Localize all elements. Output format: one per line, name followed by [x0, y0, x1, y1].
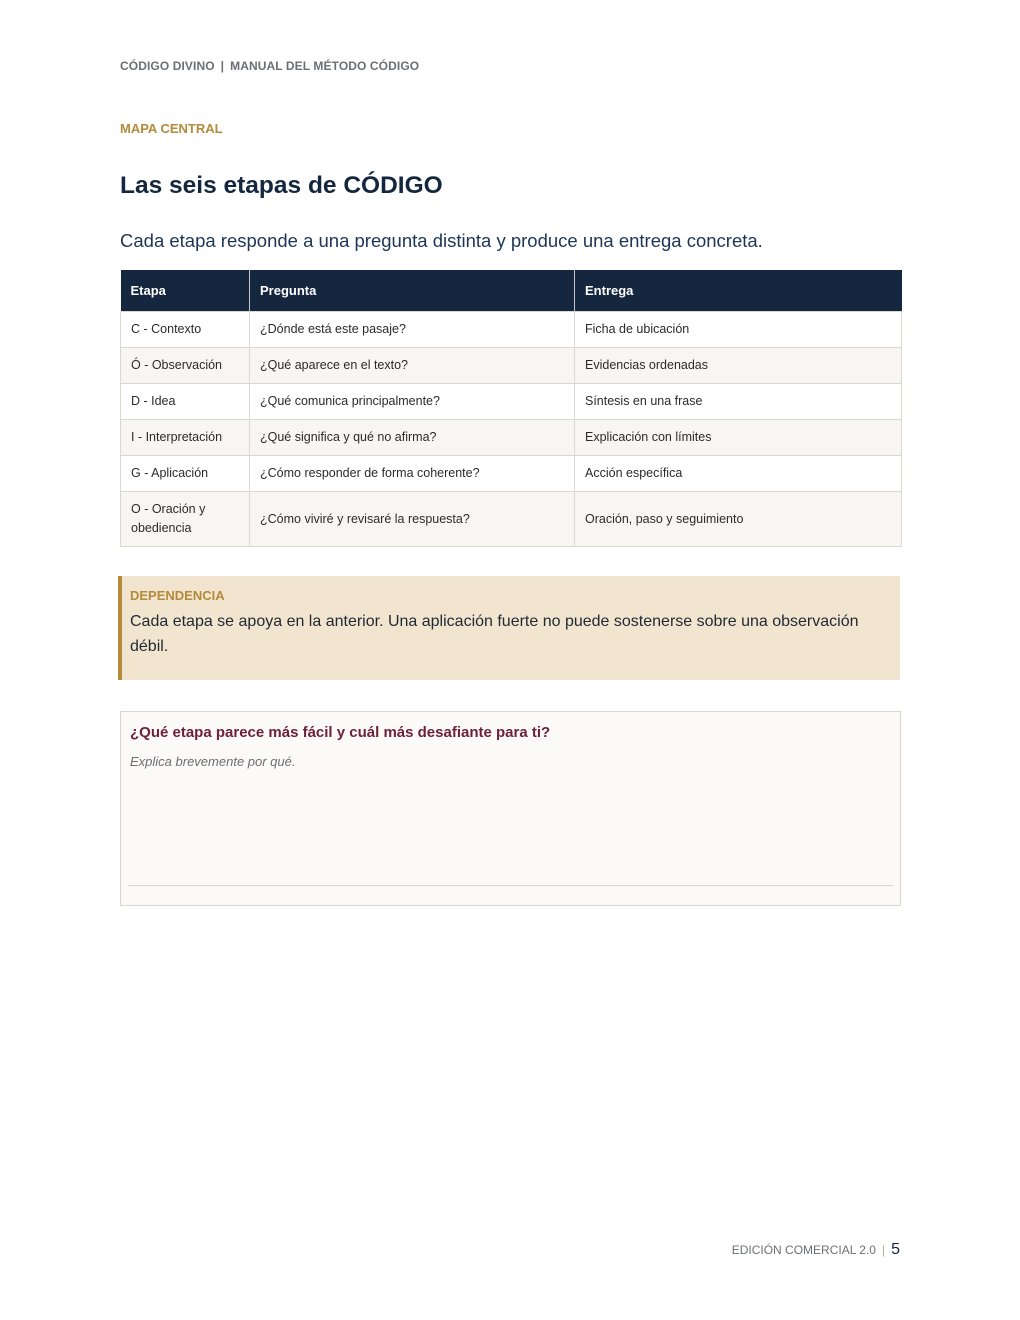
- cell-pregunta: ¿Dónde está este pasaje?: [250, 312, 575, 348]
- section-eyebrow: MAPA CENTRAL: [120, 121, 223, 136]
- cell-pregunta: ¿Qué aparece en el texto?: [250, 348, 575, 384]
- manual-title: MANUAL DEL MÉTODO CÓDIGO: [230, 59, 420, 73]
- cell-etapa: O - Oración y obediencia: [121, 492, 250, 547]
- table-row: [121, 456, 902, 492]
- cell-entrega: Acción específica: [575, 456, 902, 492]
- cell-pregunta: ¿Cómo responder de forma coherente?: [250, 456, 575, 492]
- cell-etapa: Ó - Observación: [121, 348, 250, 384]
- cell-etapa: G - Aplicación: [121, 456, 250, 492]
- cell-entrega: Evidencias ordenadas: [575, 348, 902, 384]
- book-title: CÓDIGO DIVINO: [120, 59, 215, 73]
- cell-etapa: C - Contexto: [121, 312, 250, 348]
- running-header: [120, 59, 419, 73]
- table-row: [121, 492, 902, 547]
- edition-label: EDICIÓN COMERCIAL 2.0: [731, 1243, 876, 1257]
- page-footer: [732, 1241, 900, 1259]
- cell-pregunta: ¿Cómo viviré y revisaré la respuesta?: [250, 492, 575, 547]
- cell-pregunta: ¿Qué comunica principalmente?: [250, 384, 575, 420]
- column-header-pregunta: Pregunta: [250, 270, 575, 312]
- cell-entrega: Síntesis en una frase: [575, 384, 902, 420]
- cell-entrega: Oración, paso y seguimiento: [575, 492, 902, 547]
- table-header-row: [121, 270, 902, 312]
- page-subtitle: Cada etapa responde a una pregunta distinta y produce una entrega concreta.: [120, 230, 763, 251]
- cell-etapa: I - Interpretación: [121, 420, 250, 456]
- table-row: [121, 312, 902, 348]
- footer-separator: |: [881, 1243, 886, 1257]
- column-header-etapa: Etapa: [121, 270, 250, 312]
- reflection-box: [120, 711, 901, 906]
- table-row: [121, 384, 902, 420]
- header-separator: |: [220, 59, 225, 73]
- reflection-hint: Explica brevemente por qué.: [130, 754, 296, 769]
- column-header-entrega: Entrega: [575, 270, 902, 312]
- callout-label: DEPENDENCIA: [130, 588, 225, 603]
- callout-text: Cada etapa se apoya en la anterior. Una aplicación fuerte no puede sostenerse sobre una observación débil.: [130, 613, 859, 655]
- cell-entrega: Ficha de ubicación: [575, 312, 902, 348]
- cell-etapa: D - Idea: [121, 384, 250, 420]
- answer-line: [128, 885, 893, 886]
- cell-entrega: Explicación con límites: [575, 420, 902, 456]
- table-row: [121, 420, 902, 456]
- page-number: 5: [891, 1241, 900, 1258]
- reflection-question: ¿Qué etapa parece más fácil y cuál más desafiante para ti?: [130, 724, 551, 741]
- page-title: Las seis etapas de CÓDIGO: [120, 172, 443, 199]
- cell-pregunta: ¿Qué significa y qué no afirma?: [250, 420, 575, 456]
- stages-table: [120, 270, 902, 547]
- dependency-callout: [118, 576, 900, 680]
- table-row: [121, 348, 902, 384]
